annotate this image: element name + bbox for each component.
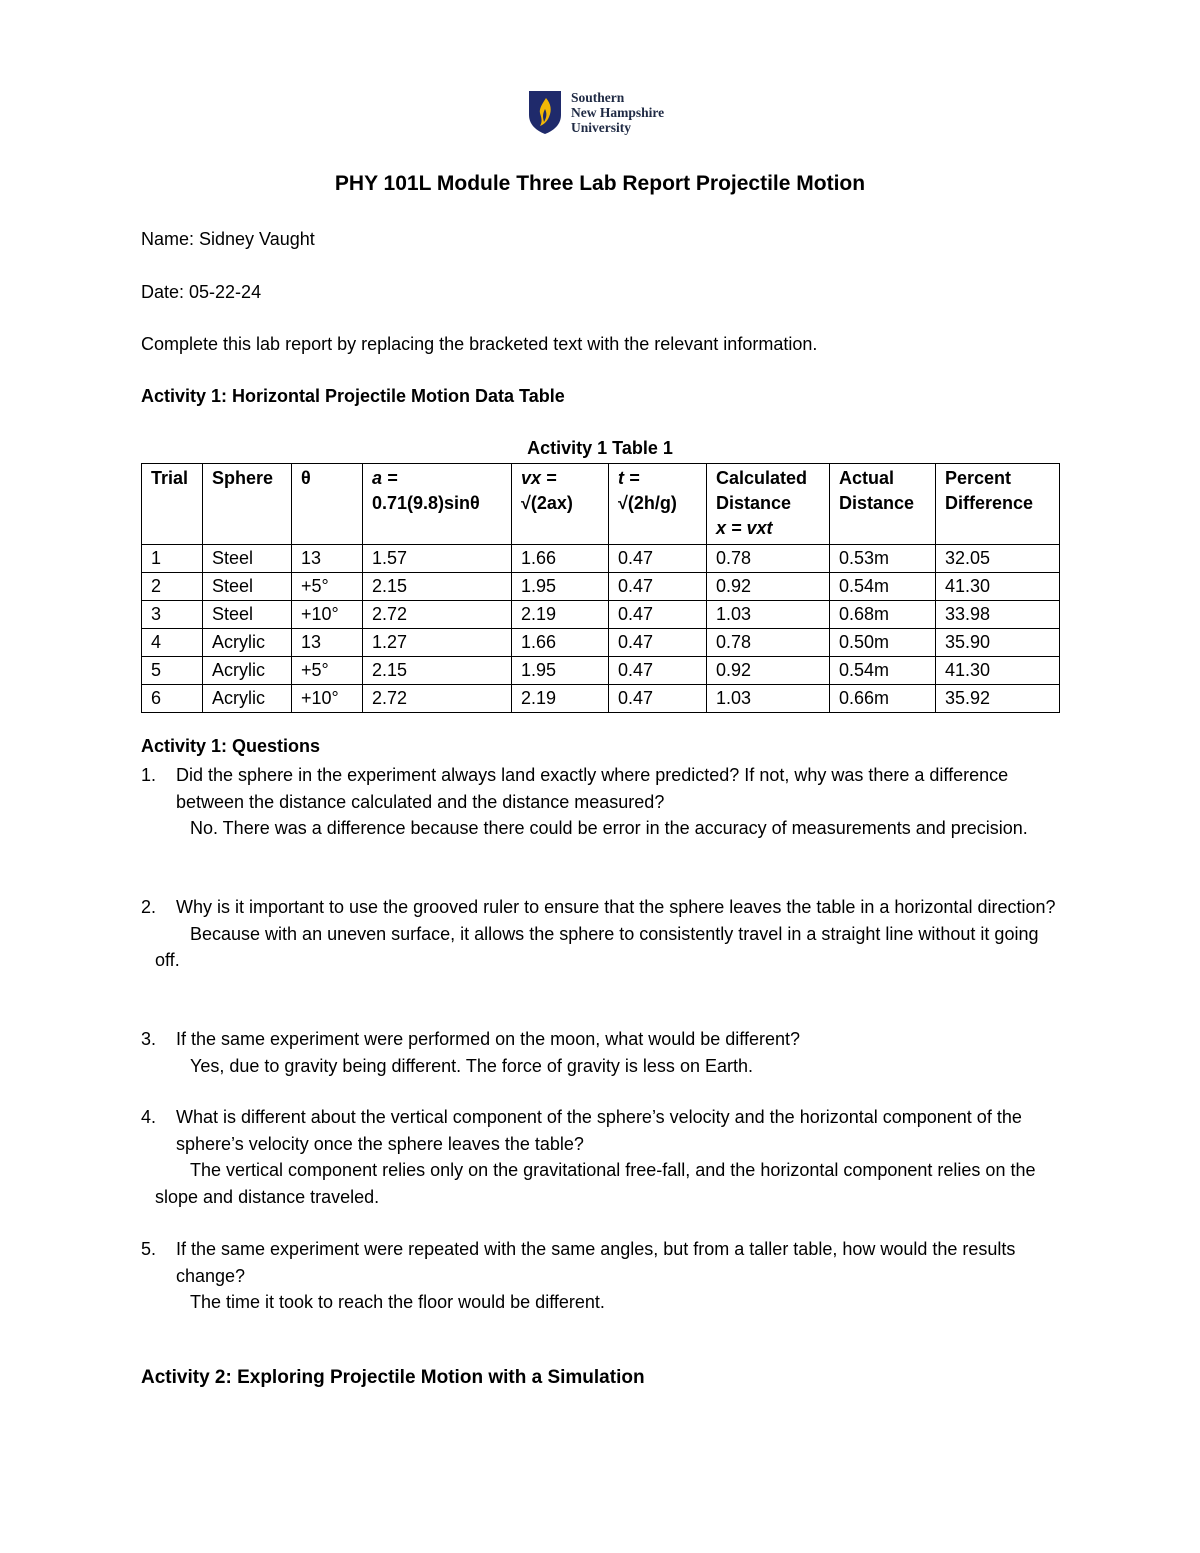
cell-calculated-distance: 0.92 <box>707 657 830 685</box>
answer-text: The vertical component relies only on the gravitational free-fall, and the horizontal component relies on the slope and distance traveled. <box>155 1160 1036 1207</box>
header-calculated-line2: Distance <box>716 493 792 513</box>
cell-calculated-distance: 1.03 <box>707 685 830 713</box>
header-velocity <box>512 464 609 545</box>
cell-velocity: 1.95 <box>512 657 609 685</box>
cell-time: 0.47 <box>609 573 707 601</box>
cell-acceleration: 2.72 <box>363 601 512 629</box>
cell-calculated-distance: 0.78 <box>707 545 830 573</box>
date-line: Date: 05-22-24 <box>141 282 262 302</box>
cell-percent-difference: 35.90 <box>936 629 1060 657</box>
question-item <box>141 1026 1061 1079</box>
activity1-questions-heading: Activity 1: Questions <box>141 736 321 756</box>
header-sphere: Sphere <box>203 464 292 545</box>
header-calculated-line3: x = vxt <box>716 518 773 538</box>
cell-time: 0.47 <box>609 629 707 657</box>
header-percent-line1: Percent <box>945 468 1012 488</box>
table-row <box>142 545 1060 573</box>
header-acceleration-line2: 0.71(9.8)sinθ <box>372 493 480 513</box>
cell-theta: +5° <box>292 657 363 685</box>
logo-wordmark <box>571 90 664 135</box>
table-header-row <box>142 464 1060 545</box>
question-number: 2. <box>141 897 157 917</box>
cell-trial: 2 <box>142 573 203 601</box>
question-item <box>141 1236 1061 1316</box>
table-row <box>142 685 1060 713</box>
cell-calculated-distance: 0.92 <box>707 573 830 601</box>
header-theta: θ <box>292 464 363 545</box>
activity1-data-table <box>141 463 1060 713</box>
cell-velocity: 2.19 <box>512 685 609 713</box>
cell-actual-distance: 0.54m <box>830 573 936 601</box>
header-actual-line1: Actual <box>839 468 895 488</box>
cell-trial: 1 <box>142 545 203 573</box>
question-text: Did the sphere in the experiment always land exactly where predicted? If not, why was there a difference between the distance calculated and the distance measured? <box>176 765 1009 812</box>
header-calculated-distance <box>707 464 830 545</box>
header-time-line2: √(2h/g) <box>618 493 677 513</box>
cell-calculated-distance: 1.03 <box>707 601 830 629</box>
cell-percent-difference: 41.30 <box>936 573 1060 601</box>
cell-theta: +10° <box>292 685 363 713</box>
cell-time: 0.47 <box>609 685 707 713</box>
header-time <box>609 464 707 545</box>
cell-time: 0.47 <box>609 601 707 629</box>
cell-actual-distance: 0.50m <box>830 629 936 657</box>
cell-acceleration: 1.57 <box>363 545 512 573</box>
header-actual-line2: Distance <box>839 493 915 513</box>
logo-line-3: University <box>571 119 631 135</box>
table-caption: Activity 1 Table 1 <box>527 438 673 458</box>
answer-text: The time it took to reach the floor would be different. <box>190 1292 605 1312</box>
header-percent-difference <box>936 464 1060 545</box>
cell-sphere: Steel <box>203 573 292 601</box>
cell-velocity: 1.95 <box>512 573 609 601</box>
cell-acceleration: 2.15 <box>363 573 512 601</box>
cell-sphere: Acrylic <box>203 629 292 657</box>
header-velocity-line2: √(2ax) <box>521 493 573 513</box>
name-line: Name: Sidney Vaught <box>141 229 315 249</box>
question-item <box>141 894 1061 974</box>
instructions-text: Complete this lab report by replacing the bracketed text with the relevant information. <box>141 334 818 354</box>
cell-velocity: 1.66 <box>512 629 609 657</box>
cell-acceleration: 2.72 <box>363 685 512 713</box>
cell-percent-difference: 32.05 <box>936 545 1060 573</box>
table-row <box>142 601 1060 629</box>
table-row <box>142 629 1060 657</box>
cell-time: 0.47 <box>609 657 707 685</box>
answer-text: Yes, due to gravity being different. The force of gravity is less on Earth. <box>190 1055 753 1076</box>
logo-line-1: Southern <box>571 89 625 105</box>
cell-calculated-distance: 0.78 <box>707 629 830 657</box>
activity1-heading: Activity 1: Horizontal Projectile Motion Data Table <box>141 386 565 406</box>
question-item <box>141 1104 1061 1210</box>
cell-actual-distance: 0.54m <box>830 657 936 685</box>
cell-actual-distance: 0.66m <box>830 685 936 713</box>
cell-theta: 13 <box>292 629 363 657</box>
cell-theta: 13 <box>292 545 363 573</box>
question-text: What is different about the vertical component of the sphere’s velocity and the horizontal component of the sphere’s velocity once the sphere leaves the table? <box>176 1107 1022 1154</box>
cell-actual-distance: 0.68m <box>830 601 936 629</box>
cell-velocity: 1.66 <box>512 545 609 573</box>
question-item <box>141 762 1061 842</box>
cell-percent-difference: 33.98 <box>936 601 1060 629</box>
table-row <box>142 657 1060 685</box>
cell-theta: +10° <box>292 601 363 629</box>
cell-velocity: 2.19 <box>512 601 609 629</box>
cell-percent-difference: 35.92 <box>936 685 1060 713</box>
answer-text: Because with an uneven surface, it allows the sphere to consistently travel in a straight line without it going off. <box>155 923 1039 970</box>
cell-acceleration: 2.15 <box>363 657 512 685</box>
cell-trial: 6 <box>142 685 203 713</box>
cell-sphere: Steel <box>203 601 292 629</box>
cell-percent-difference: 41.30 <box>936 657 1060 685</box>
snhu-logo <box>527 88 697 136</box>
cell-sphere: Acrylic <box>203 685 292 713</box>
cell-trial: 3 <box>142 601 203 629</box>
question-text: If the same experiment were performed on the moon, what would be different? <box>176 1029 801 1049</box>
cell-sphere: Steel <box>203 545 292 573</box>
question-text: Why is it important to use the grooved ruler to ensure that the sphere leaves the table in a horizontal direction? <box>176 897 1056 917</box>
cell-acceleration: 1.27 <box>363 629 512 657</box>
cell-trial: 4 <box>142 629 203 657</box>
question-number: 3. <box>141 1029 157 1049</box>
header-trial: Trial <box>142 464 203 545</box>
question-number: 5. <box>141 1239 157 1259</box>
cell-actual-distance: 0.53m <box>830 545 936 573</box>
header-acceleration-line1: a = <box>372 468 398 488</box>
header-percent-line2: Difference <box>945 493 1034 513</box>
activity2-heading: Activity 2: Exploring Projectile Motion with a Simulation <box>141 1367 645 1388</box>
question-number: 4. <box>141 1107 157 1127</box>
cell-sphere: Acrylic <box>203 657 292 685</box>
header-time-line1: t = <box>618 468 640 488</box>
header-velocity-line1: vx = <box>521 468 557 488</box>
cell-trial: 5 <box>142 657 203 685</box>
cell-theta: +5° <box>292 573 363 601</box>
question-number: 1. <box>141 765 157 785</box>
page-title: PHY 101L Module Three Lab Report Projectile Motion <box>334 172 866 195</box>
header-acceleration <box>363 464 512 545</box>
cell-time: 0.47 <box>609 545 707 573</box>
header-calculated-line1: Calculated <box>716 468 808 488</box>
header-actual-distance <box>830 464 936 545</box>
logo-line-2: New Hampshire <box>571 104 665 120</box>
answer-text: No. There was a difference because there could be error in the accuracy of measurements and precision. <box>190 818 1028 838</box>
table-row <box>142 573 1060 601</box>
question-text: If the same experiment were repeated with the same angles, but from a taller table, how would the results change? <box>176 1239 1016 1286</box>
flame-shield-icon <box>527 89 563 135</box>
